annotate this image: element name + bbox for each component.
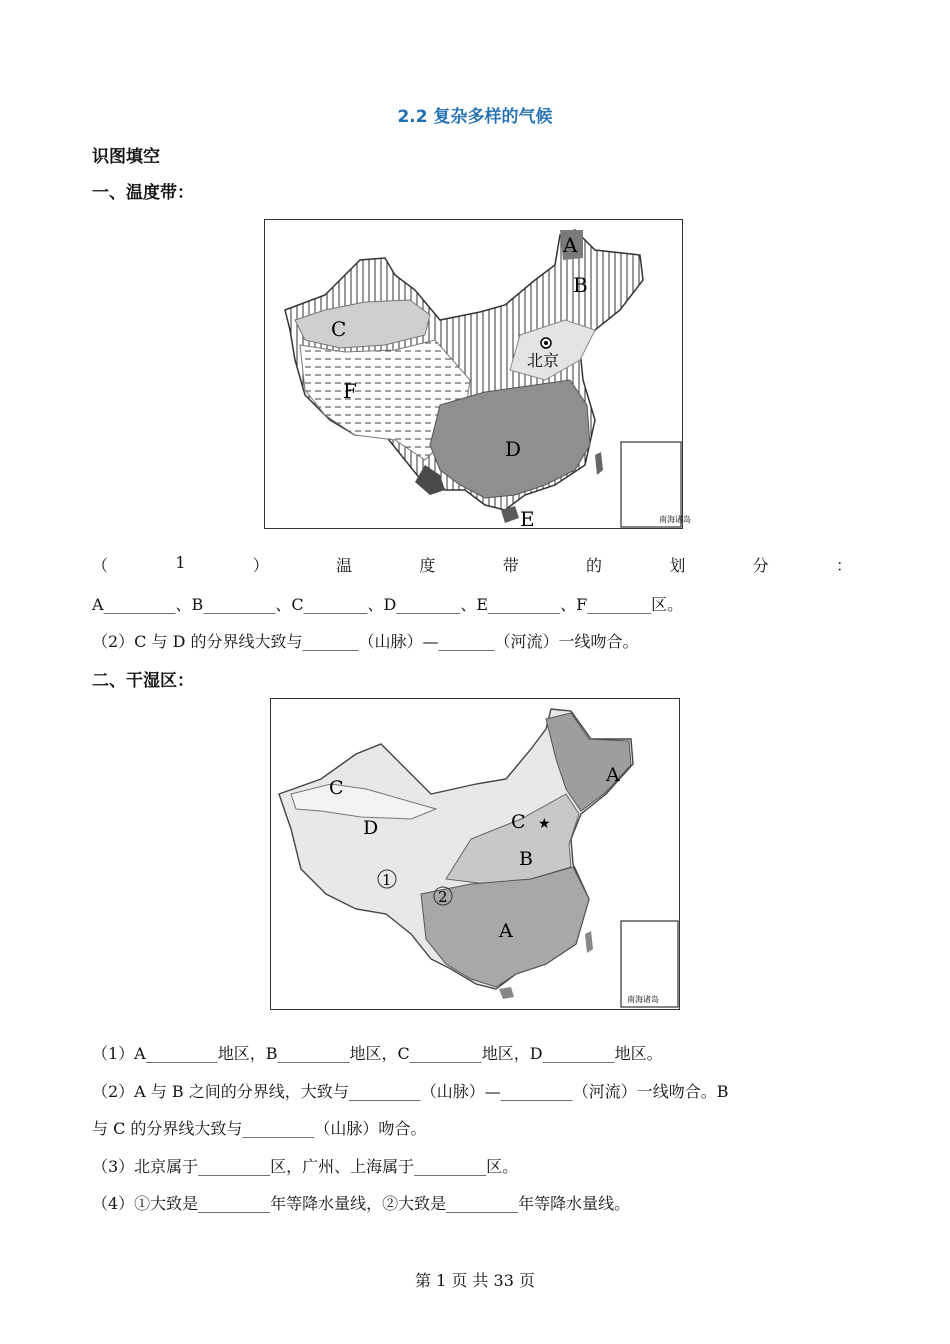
q2-dry-wet-line2: 与 C 的分界线大致与_________（山脉）吻合。	[92, 1119, 427, 1138]
page-footer: 第 1 页 共 33 页	[415, 1271, 535, 1290]
q1-part: （	[92, 556, 109, 575]
map1-label-c: C	[331, 317, 347, 341]
map2-label-a-south: A	[499, 920, 513, 942]
q4-dry-wet: （4）①大致是_________年等降水量线，②大致是_________年等降水量线。	[92, 1194, 631, 1213]
map1-label-b: B	[573, 273, 588, 297]
map1-label-e: E	[520, 507, 535, 531]
map2-marker-1: 1	[382, 871, 392, 889]
q1-part: 分	[752, 556, 769, 575]
q1-part: ）	[252, 556, 269, 575]
dry-wet-region-map	[270, 698, 680, 1010]
q1-temperature-line1	[92, 553, 852, 576]
map2-label-c-north: C	[511, 811, 526, 833]
map2-label-a-northeast: A	[606, 764, 620, 786]
map1-inset-label: 南海诸岛	[659, 515, 691, 524]
q1-part: 1	[175, 553, 186, 572]
beijing-star-icon: ★	[538, 816, 551, 832]
q2-dry-wet-line1: （2）A 与 B 之间的分界线，大致与_________（山脉）—_________（河流）一线吻合。B	[92, 1082, 729, 1101]
q1-part: 的	[586, 556, 603, 575]
q2-temperature: （2）C 与 D 的分界线大致与_______（山脉）—_______（河流）一线吻合。	[92, 632, 639, 651]
q1-dry-wet: （1）A_________地区，B_________地区，C_________地区，D_________地区。	[92, 1044, 663, 1063]
q1-part: 度	[419, 556, 436, 575]
q1-temperature-line2: A_________、B_________、C________、D________、E_________、F________区。	[92, 595, 684, 614]
map1-label-beijing: 北京	[527, 351, 560, 370]
section1-heading: 一、温度带：	[92, 183, 194, 203]
section-main-heading: 识图填空	[92, 147, 160, 167]
map2-label-b: B	[519, 848, 533, 870]
temperature-zone-map	[264, 219, 691, 531]
page-title: 2.2 复杂多样的气候	[397, 107, 553, 127]
q1-part: 带	[502, 556, 519, 575]
q3-dry-wet: （3）北京属于_________区，广州、上海属于_________区。	[92, 1157, 519, 1176]
map2-label-c-west: C	[329, 777, 344, 799]
map2-label-d: D	[363, 817, 379, 839]
q1-part: ：	[835, 556, 852, 575]
map1-label-d: D	[505, 437, 522, 461]
q1-part: 划	[669, 556, 686, 575]
section2-heading: 二、干湿区：	[92, 671, 194, 691]
map2-marker-2: 2	[438, 888, 448, 906]
map1-label-f: F	[343, 379, 357, 403]
map1-label-a: A	[563, 233, 578, 257]
q1-part: 温	[336, 556, 353, 575]
map2-inset-label: 南海诸岛	[627, 995, 659, 1004]
